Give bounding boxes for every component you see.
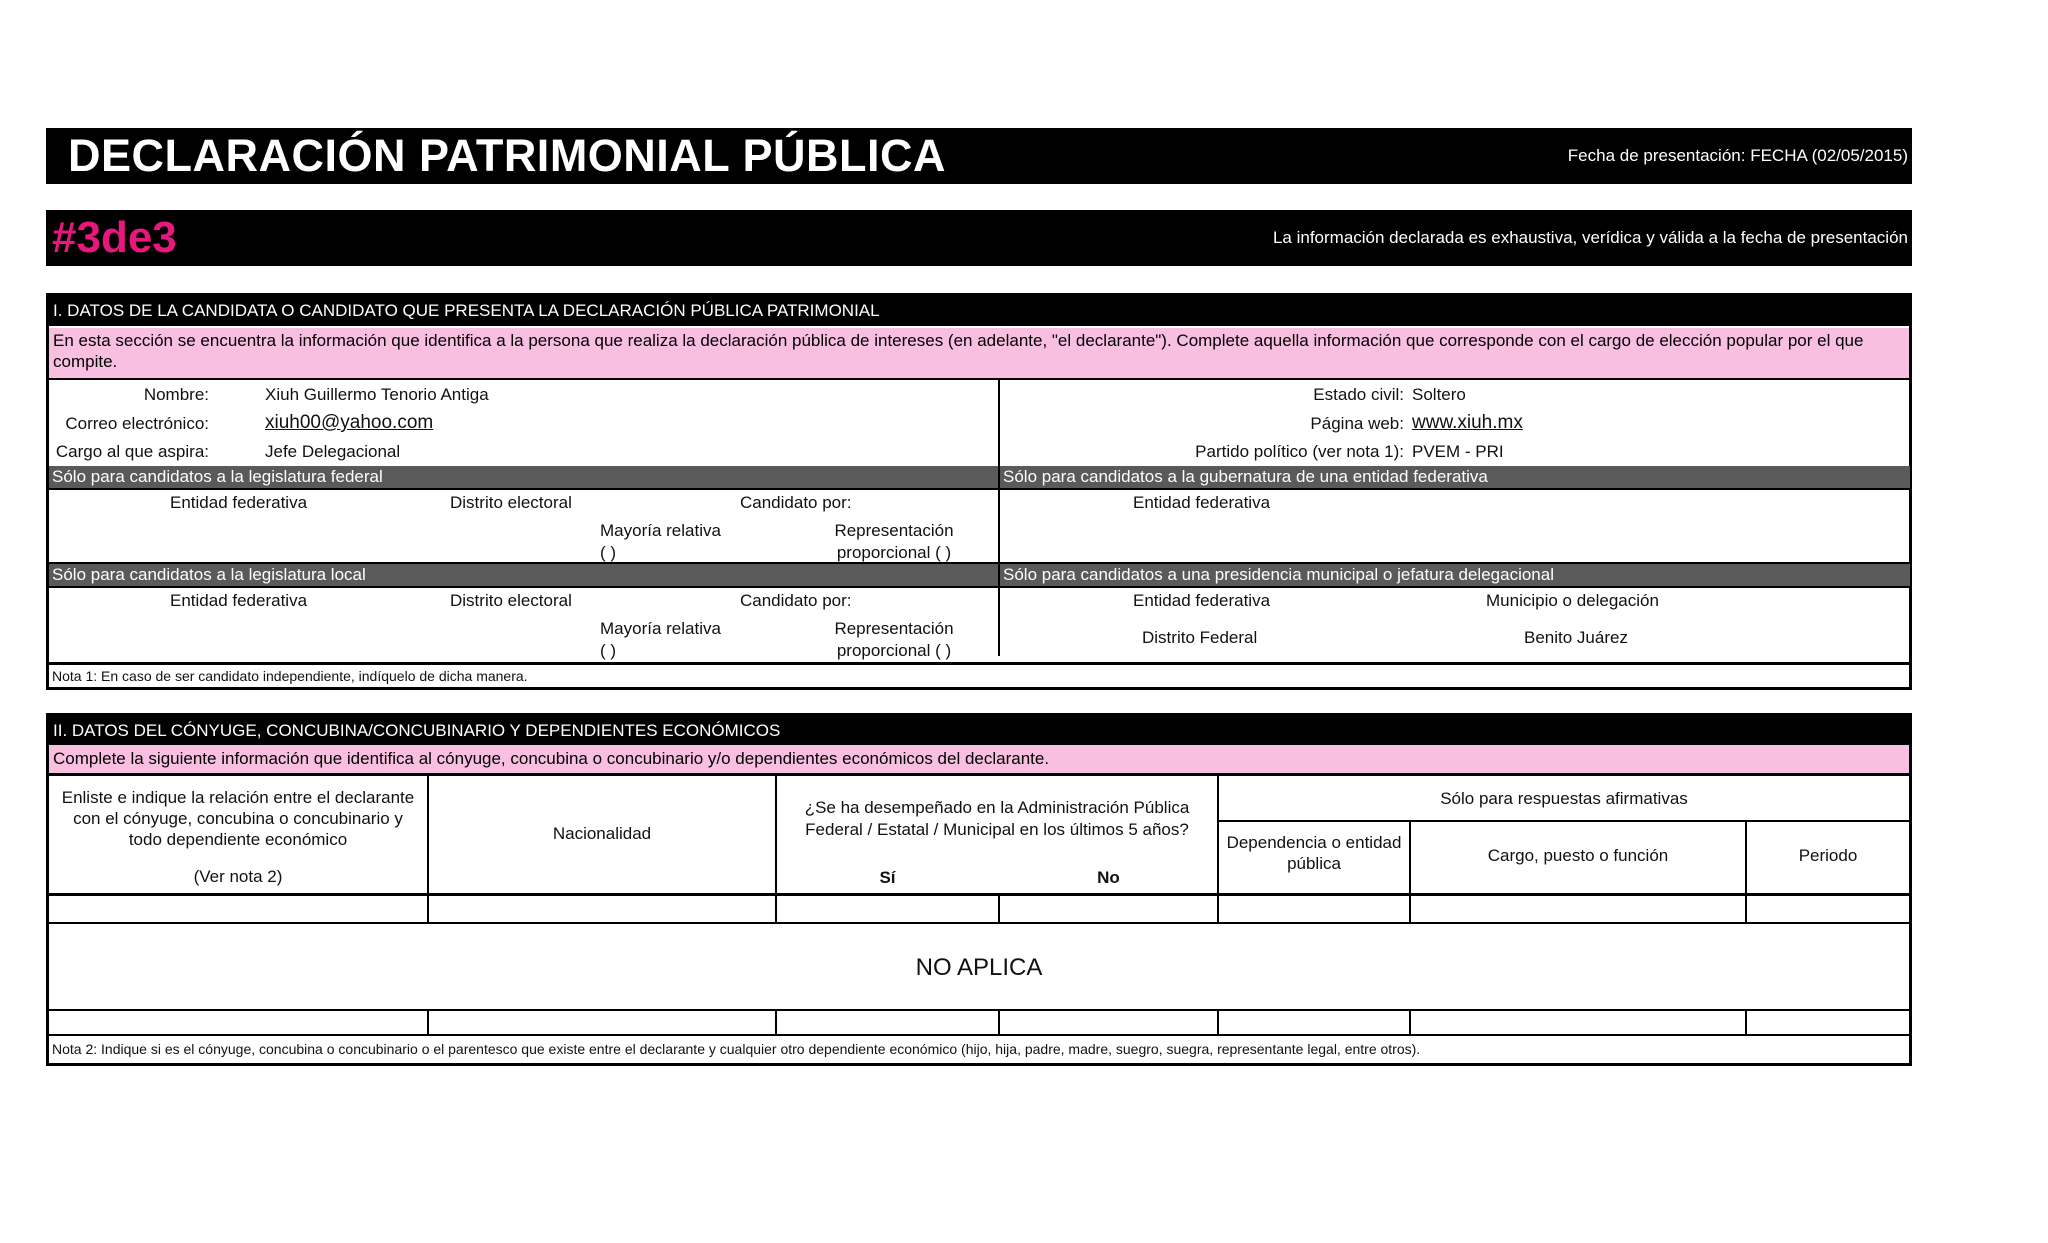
- estado-civil-value: Soltero: [1412, 385, 1466, 404]
- dependencia-header-l1: Dependencia o entidad: [1226, 833, 1402, 852]
- pagina-web-label: Página web:: [1310, 414, 1404, 433]
- section2-intro: Complete la siguiente información que identifica al cónyuge, concubina o concubinario y/o dependientes económicos del declarante.: [49, 745, 1909, 773]
- hashtag-logo: #3de3: [52, 213, 177, 262]
- partido-value: PVEM - PRI: [1412, 442, 1504, 461]
- si-header: Sí: [879, 868, 896, 887]
- pagina-web-link[interactable]: www.xiuh.mx: [1412, 412, 1523, 433]
- section-dependents: [46, 713, 1912, 1066]
- nacionalidad-header: Nacionalidad: [552, 824, 652, 843]
- nombre-value: Xiuh Guillermo Tenorio Antiga: [265, 385, 489, 404]
- loc-leg-title: Sólo para candidatos a la legislatura local: [49, 564, 998, 586]
- partido-label: Partido político (ver nota 1):: [1195, 442, 1404, 461]
- loc-candidato-label: Candidato por:: [740, 591, 852, 610]
- fed-repr-checkbox[interactable]: proporcional ( ): [836, 543, 952, 562]
- divider: [49, 773, 1909, 776]
- section2-note: Nota 2: Indique si es el cónyuge, concubina o concubinario o el parentesco que existe entre el declarante y cualquier otro dependiente económico (hijo, hija, padre, madre, suegro, suegra, representante legal, entre otros).: [52, 1041, 1421, 1057]
- dependencia-header-l2: pública: [1287, 854, 1341, 873]
- document-title: DECLARACIÓN PATRIMONIAL PÚBLICA: [68, 130, 946, 181]
- gub-entidad-label: Entidad federativa: [1133, 493, 1271, 512]
- fed-candidato-label: Candidato por:: [740, 493, 852, 512]
- fed-leg-title: Sólo para candidatos a la legislatura federal: [49, 466, 998, 488]
- validity-statement: La información declarada es exhaustiva, verídica y válida a la fecha de presentación: [1272, 228, 1908, 247]
- section1-title: I. DATOS DE LA CANDIDATA O CANDIDATO QUE PRESENTA LA DECLARACIÓN PÚBLICA PATRIMONIAL: [49, 296, 1909, 326]
- loc-repr-label: Representación: [834, 619, 954, 638]
- fed-distrito-label: Distrito electoral: [450, 493, 572, 512]
- mun-municipio-value: Benito Juárez: [1524, 628, 1628, 647]
- cargo-label: Cargo al que aspira:: [55, 442, 209, 461]
- cargo-value: Jefe Delegacional: [265, 442, 401, 461]
- fed-mayoria-label: Mayoría relativa: [600, 521, 721, 540]
- gub-title: Sólo para candidatos a la gubernatura de una entidad federativa: [1000, 466, 1910, 488]
- periodo-header: Periodo: [1798, 846, 1858, 865]
- presentation-date: Fecha de presentación: FECHA (02/05/2015): [1567, 146, 1908, 165]
- loc-repr-checkbox[interactable]: proporcional ( ): [836, 641, 952, 660]
- admin-header-l2: Federal / Estatal / Municipal en los últimos 5 años?: [805, 820, 1189, 839]
- fed-entidad-label: Entidad federativa: [170, 493, 308, 512]
- correo-link[interactable]: xiuh00@yahoo.com: [265, 412, 434, 433]
- divider: [49, 378, 1909, 380]
- nombre-label: Nombre:: [143, 385, 209, 404]
- no-aplica-text: NO APLICA: [915, 954, 1043, 981]
- mun-entidad-value: Distrito Federal: [1142, 628, 1258, 647]
- section1-note: Nota 1: En caso de ser candidato independiente, indíquelo de dicha manera.: [52, 668, 528, 684]
- no-header: No: [1097, 868, 1120, 887]
- divider: [1217, 820, 1909, 822]
- divider: [49, 586, 1909, 588]
- section1-intro: En esta sección se encuentra la información que identifica a la persona que realiza la declaración pública de intereses (en adelante, "el declarante"). Complete aquella información que corresponde con el cargo de elección popular por el que compite.: [49, 328, 1909, 378]
- cargo-header: Cargo, puesto o función: [1487, 846, 1669, 865]
- divider: [49, 1009, 1909, 1011]
- loc-distrito-label: Distrito electoral: [450, 591, 572, 610]
- col1-header-note: (Ver nota 2): [193, 867, 283, 886]
- afirmativas-header: Sólo para respuestas afirmativas: [1440, 789, 1688, 808]
- correo-label: Correo electrónico:: [65, 414, 209, 433]
- mun-title: Sólo para candidatos a una presidencia municipal o jefatura delegacional: [1000, 564, 1910, 586]
- loc-entidad-label: Entidad federativa: [170, 591, 308, 610]
- estado-civil-label: Estado civil:: [1313, 385, 1404, 404]
- col1-header-l2: con el cónyuge, concubina o concubinario y: [73, 809, 403, 828]
- divider: [49, 488, 1909, 490]
- divider: [49, 893, 1909, 896]
- fed-repr-label: Representación: [834, 521, 954, 540]
- no-aplica-row: [49, 924, 1909, 1009]
- mun-municipio-label: Municipio o delegación: [1486, 591, 1659, 610]
- col1-header-l1: Enliste e indique la relación entre el declarante: [61, 788, 415, 807]
- hashtag-bar: [46, 210, 1912, 266]
- document-title-bar: [46, 128, 1912, 184]
- column-divider: [998, 380, 1000, 656]
- section-candidate-data: [46, 293, 1912, 690]
- section2-title: II. DATOS DEL CÓNYUGE, CONCUBINA/CONCUBINARIO Y DEPENDIENTES ECONÓMICOS: [49, 716, 1909, 745]
- divider: [49, 1034, 1909, 1036]
- fed-mayoria-checkbox[interactable]: ( ): [600, 543, 617, 562]
- divider: [49, 662, 1909, 665]
- col1-header-l3: todo dependiente económico: [128, 830, 348, 849]
- loc-mayoria-checkbox[interactable]: ( ): [600, 641, 617, 660]
- mun-entidad-label: Entidad federativa: [1133, 591, 1271, 610]
- admin-header-l1: ¿Se ha desempeñado en la Administración Pública: [804, 798, 1190, 817]
- loc-mayoria-label: Mayoría relativa: [600, 619, 721, 638]
